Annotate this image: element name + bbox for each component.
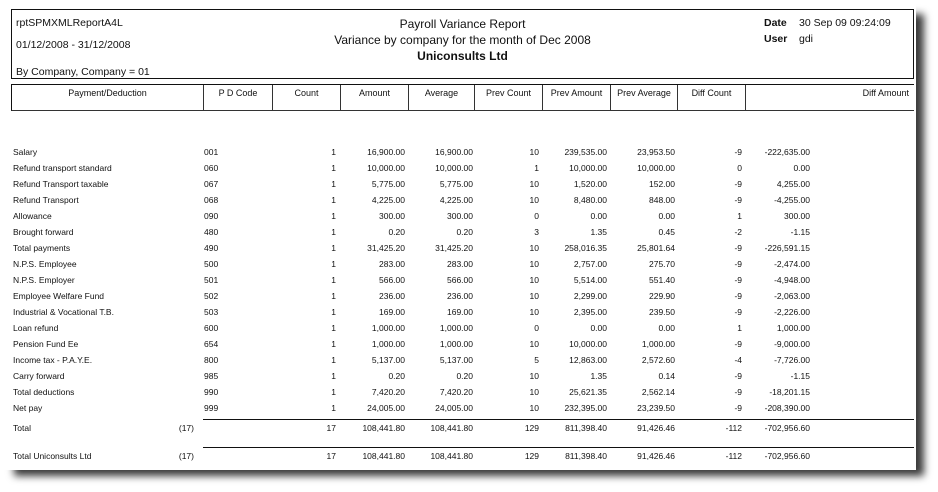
cell-prev-average: 2,572.60	[641, 355, 675, 365]
cell-amount: 24,005.00	[367, 403, 405, 413]
table-row	[4, 243, 916, 259]
cell-name: Total payments	[13, 243, 71, 253]
table-row	[4, 211, 916, 227]
table-row	[4, 147, 916, 163]
cell-diff-count: -9	[734, 243, 742, 253]
cell-prev-average: 91,426.46	[637, 451, 675, 461]
cell-code: 990	[204, 387, 219, 397]
cell-prev-average: 0.14	[658, 371, 675, 381]
cell-prev-count: 10	[529, 243, 539, 253]
cell-code: 067	[204, 179, 219, 189]
cell-count: 1	[331, 355, 336, 365]
cell-line-count: (17)	[178, 423, 194, 433]
cell-amount: 31,425.20	[367, 243, 405, 253]
cell-code: 060	[204, 163, 219, 173]
total-rule	[203, 419, 914, 420]
cell-prev-average: 25,801.64	[637, 243, 675, 253]
cell-prev-count: 10	[529, 339, 539, 349]
cell-count: 1	[331, 211, 336, 221]
cell-average: 4,225.00	[439, 195, 473, 205]
cell-count: 1	[331, 307, 336, 317]
cell-diff-count: -112	[725, 451, 742, 461]
cell-line-count: (17)	[178, 451, 194, 461]
cell-prev-average: 0.00	[658, 211, 675, 221]
cell-amount: 1,000.00	[371, 339, 405, 349]
cell-diff-amount: -4,948.00	[774, 275, 810, 285]
col-prev-average: Prev Average	[611, 85, 678, 110]
report-filter: By Company, Company = 01	[16, 66, 150, 78]
cell-diff-amount: -702,956.60	[764, 451, 810, 461]
cell-diff-count: -9	[734, 307, 742, 317]
report-header	[11, 9, 914, 79]
cell-average: 0.20	[456, 227, 473, 237]
cell-count: 1	[331, 371, 336, 381]
cell-count: 1	[331, 243, 336, 253]
report-page	[4, 4, 916, 470]
table-row	[4, 387, 916, 403]
cell-diff-count: -9	[734, 387, 742, 397]
cell-diff-count: -9	[734, 195, 742, 205]
cell-diff-amount: -222,635.00	[764, 147, 810, 157]
cell-amount: 5,137.00	[371, 355, 405, 365]
table-row	[4, 275, 916, 291]
cell-count: 1	[331, 147, 336, 157]
cell-diff-amount: -2,474.00	[774, 259, 810, 269]
cell-diff-amount: 1,000.00	[776, 323, 810, 333]
cell-prev-amount: 2,395.00	[573, 307, 607, 317]
cell-prev-average: 23,953.50	[637, 147, 675, 157]
cell-diff-amount: -7,726.00	[774, 355, 810, 365]
cell-prev-amount: 10,000.00	[569, 163, 607, 173]
cell-amount: 4,225.00	[371, 195, 405, 205]
cell-average: 5,137.00	[439, 355, 473, 365]
cell-prev-amount: 258,016.35	[564, 243, 607, 253]
cell-code: 490	[204, 243, 219, 253]
cell-prev-average: 551.40	[649, 275, 675, 285]
user-label: User	[764, 33, 788, 45]
table-row	[4, 355, 916, 371]
col-pd-code: P D Code	[204, 85, 273, 110]
report-id: rptSPMXMLReportA4L	[16, 17, 123, 29]
cell-prev-amount: 5,514.00	[573, 275, 607, 285]
cell-amount: 300.00	[379, 211, 405, 221]
cell-name: Income tax - P.A.Y.E.	[13, 355, 93, 365]
cell-diff-amount: -226,591.15	[764, 243, 810, 253]
table-row	[4, 291, 916, 307]
table-row	[4, 259, 916, 275]
cell-amount: 283.00	[379, 259, 405, 269]
cell-prev-average: 229.90	[649, 291, 675, 301]
table-row	[4, 403, 916, 419]
cell-average: 108,441.80	[430, 451, 473, 461]
cell-prev-average: 2,562.14	[641, 387, 675, 397]
col-diff-amount: Diff Amount	[862, 88, 909, 98]
table-row	[4, 163, 916, 179]
cell-prev-count: 10	[529, 291, 539, 301]
cell-code: 001	[204, 147, 219, 157]
cell-amount: 566.00	[379, 275, 405, 285]
date-value: 30 Sep 09 09:24:09	[799, 17, 891, 29]
cell-diff-count: 1	[737, 323, 742, 333]
cell-prev-count: 0	[534, 211, 539, 221]
cell-count: 1	[331, 195, 336, 205]
cell-average: 1,000.00	[439, 323, 473, 333]
cell-prev-count: 10	[529, 275, 539, 285]
cell-diff-amount: -4,255.00	[774, 195, 810, 205]
report-title: Payroll Variance Report	[399, 17, 526, 31]
cell-count: 1	[331, 403, 336, 413]
cell-prev-count: 10	[529, 387, 539, 397]
cell-prev-count: 10	[529, 371, 539, 381]
cell-diff-count: -9	[734, 147, 742, 157]
col-average: Average	[409, 85, 475, 110]
cell-diff-count: -4	[734, 355, 742, 365]
cell-diff-amount: 4,255.00	[776, 179, 810, 189]
cell-count: 1	[331, 339, 336, 349]
cell-average: 7,420.20	[439, 387, 473, 397]
cell-amount: 16,900.00	[367, 147, 405, 157]
cell-prev-amount: 0.00	[590, 323, 607, 333]
col-prev-amount: Prev Amount	[543, 85, 611, 110]
cell-amount: 0.20	[388, 371, 405, 381]
col-payment-deduction: Payment/Deduction	[12, 85, 204, 110]
cell-prev-average: 275.70	[649, 259, 675, 269]
cell-amount: 1,000.00	[371, 323, 405, 333]
cell-count: 1	[331, 291, 336, 301]
cell-prev-count: 3	[534, 227, 539, 237]
cell-code: 501	[204, 275, 219, 285]
cell-prev-count: 129	[524, 451, 539, 461]
cell-prev-amount: 1.35	[590, 227, 607, 237]
cell-prev-average: 91,426.46	[637, 423, 675, 433]
col-diff-count: Diff Count	[678, 85, 746, 110]
cell-diff-amount: -18,201.15	[769, 387, 810, 397]
cell-amount: 7,420.20	[371, 387, 405, 397]
cell-name: Refund transport standard	[13, 163, 112, 173]
cell-prev-amount: 239,535.00	[564, 147, 607, 157]
cell-count: 1	[331, 323, 336, 333]
cell-prev-average: 0.00	[658, 323, 675, 333]
cell-count: 1	[331, 227, 336, 237]
cell-prev-average: 1,000.00	[641, 339, 675, 349]
cell-prev-amount: 8,480.00	[573, 195, 607, 205]
cell-diff-amount: -1.15	[790, 371, 810, 381]
cell-name: Refund Transport taxable	[13, 179, 109, 189]
user-value: gdi	[799, 33, 814, 45]
cell-diff-amount: -702,956.60	[764, 423, 810, 433]
cell-code: 985	[204, 371, 219, 381]
cell-amount: 108,441.80	[362, 423, 405, 433]
cell-amount: 108,441.80	[362, 451, 405, 461]
cell-diff-count: -112	[725, 423, 742, 433]
cell-name: Pension Fund Ee	[13, 339, 79, 349]
cell-prev-count: 1	[534, 163, 539, 173]
cell-name: Salary	[13, 147, 38, 157]
cell-name: Total Uniconsults Ltd	[13, 451, 92, 461]
cell-amount: 169.00	[379, 307, 405, 317]
cell-prev-average: 10,000.00	[637, 163, 675, 173]
cell-average: 0.20	[456, 371, 473, 381]
cell-code: 480	[204, 227, 219, 237]
cell-average: 566.00	[447, 275, 473, 285]
cell-code: 800	[204, 355, 219, 365]
cell-amount: 236.00	[379, 291, 405, 301]
table-row	[4, 195, 916, 211]
cell-count: 17	[326, 423, 336, 433]
cell-prev-amount: 811,398.40	[565, 451, 607, 461]
cell-code: 600	[204, 323, 219, 333]
table-row	[4, 371, 916, 387]
cell-diff-count: 0	[737, 163, 742, 173]
company-name: Uniconsults Ltd	[417, 49, 508, 63]
cell-prev-count: 10	[529, 147, 539, 157]
cell-name: Allowance	[13, 211, 52, 221]
col-prev-count: Prev Count	[475, 85, 543, 110]
cell-diff-count: -2	[734, 227, 742, 237]
cell-prev-count: 10	[529, 307, 539, 317]
cell-name: N.P.S. Employee	[13, 259, 77, 269]
cell-average: 169.00	[447, 307, 473, 317]
cell-average: 236.00	[447, 291, 473, 301]
cell-diff-amount: -208,390.00	[764, 403, 810, 413]
cell-count: 1	[331, 179, 336, 189]
cell-code: 999	[204, 403, 219, 413]
cell-diff-count: -9	[734, 339, 742, 349]
table-row	[4, 227, 916, 243]
cell-prev-count: 10	[529, 179, 539, 189]
cell-average: 16,900.00	[435, 147, 473, 157]
cell-name: Carry forward	[13, 371, 65, 381]
cell-diff-count: -9	[734, 259, 742, 269]
table-row	[4, 307, 916, 323]
cell-count: 1	[331, 163, 336, 173]
cell-prev-average: 0.45	[658, 227, 675, 237]
column-header-row	[11, 84, 914, 111]
cell-prev-amount: 2,299.00	[573, 291, 607, 301]
cell-prev-count: 10	[529, 403, 539, 413]
cell-average: 31,425.20	[435, 243, 473, 253]
cell-prev-count: 0	[534, 323, 539, 333]
cell-diff-count: 1	[737, 211, 742, 221]
total-row	[4, 423, 916, 439]
cell-average: 1,000.00	[439, 339, 473, 349]
cell-count: 1	[331, 259, 336, 269]
cell-prev-average: 152.00	[649, 179, 675, 189]
cell-prev-amount: 12,863.00	[569, 355, 607, 365]
cell-diff-amount: 300.00	[784, 211, 810, 221]
col-count: Count	[273, 85, 341, 110]
cell-prev-amount: 1,520.00	[573, 179, 607, 189]
cell-prev-amount: 10,000.00	[569, 339, 607, 349]
cell-average: 10,000.00	[435, 163, 473, 173]
report-subtitle: Variance by company for the month of Dec 2008	[334, 33, 591, 47]
cell-code: 068	[204, 195, 219, 205]
cell-prev-amount: 232,395.00	[564, 403, 607, 413]
cell-diff-count: -9	[734, 291, 742, 301]
cell-name: Refund Transport	[13, 195, 79, 205]
cell-code: 090	[204, 211, 219, 221]
cell-prev-amount: 0.00	[590, 211, 607, 221]
table-row	[4, 323, 916, 339]
total-row	[4, 451, 916, 467]
cell-average: 5,775.00	[439, 179, 473, 189]
cell-name: Employee Welfare Fund	[13, 291, 105, 301]
cell-diff-amount: -1.15	[790, 227, 810, 237]
cell-code: 503	[204, 307, 219, 317]
cell-diff-amount: -2,226.00	[774, 307, 810, 317]
cell-name: Total	[13, 423, 31, 433]
cell-amount: 0.20	[388, 227, 405, 237]
total-rule	[203, 447, 914, 448]
date-label: Date	[764, 17, 787, 29]
cell-prev-count: 10	[529, 195, 539, 205]
cell-name: Brought forward	[13, 227, 74, 237]
cell-diff-count: -9	[734, 275, 742, 285]
cell-prev-amount: 2,757.00	[573, 259, 607, 269]
cell-average: 300.00	[447, 211, 473, 221]
cell-code: 500	[204, 259, 219, 269]
cell-prev-count: 5	[534, 355, 539, 365]
cell-name: Industrial & Vocational T.B.	[13, 307, 114, 317]
cell-count: 1	[331, 275, 336, 285]
cell-code: 654	[204, 339, 219, 349]
cell-amount: 10,000.00	[367, 163, 405, 173]
cell-prev-count: 10	[529, 259, 539, 269]
cell-average: 108,441.80	[430, 423, 473, 433]
cell-diff-amount: -9,000.00	[774, 339, 810, 349]
cell-diff-amount: 0.00	[793, 163, 810, 173]
cell-diff-count: -9	[734, 403, 742, 413]
cell-prev-average: 239.50	[649, 307, 675, 317]
cell-name: Net pay	[13, 403, 43, 413]
col-amount: Amount	[341, 85, 409, 110]
cell-diff-count: -9	[734, 179, 742, 189]
table-row	[4, 179, 916, 195]
table-row	[4, 339, 916, 355]
cell-name: N.P.S. Employer	[13, 275, 75, 285]
cell-diff-count: -9	[734, 371, 742, 381]
cell-diff-amount: -2,063.00	[774, 291, 810, 301]
report-period: 01/12/2008 - 31/12/2008	[16, 39, 131, 51]
cell-prev-amount: 811,398.40	[565, 423, 607, 433]
cell-prev-amount: 25,621.35	[569, 387, 607, 397]
cell-code: 502	[204, 291, 219, 301]
cell-average: 24,005.00	[435, 403, 473, 413]
cell-count: 1	[331, 387, 336, 397]
cell-name: Loan refund	[13, 323, 59, 333]
cell-count: 17	[326, 451, 336, 461]
cell-name: Total deductions	[13, 387, 75, 397]
cell-prev-count: 129	[524, 423, 539, 433]
cell-average: 283.00	[447, 259, 473, 269]
cell-prev-average: 848.00	[649, 195, 675, 205]
cell-amount: 5,775.00	[371, 179, 405, 189]
cell-prev-average: 23,239.50	[637, 403, 675, 413]
cell-prev-amount: 1.35	[590, 371, 607, 381]
